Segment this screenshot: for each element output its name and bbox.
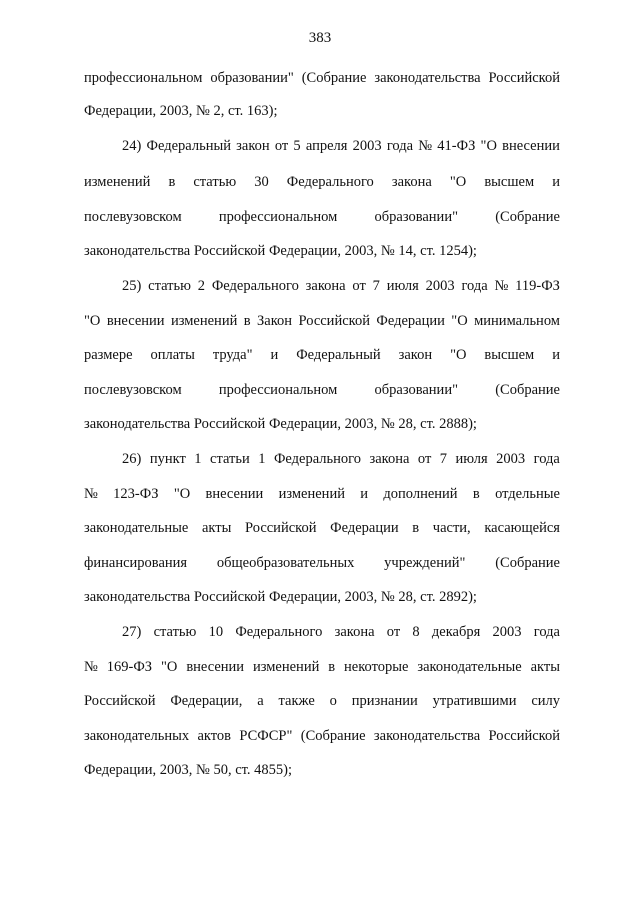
word: также xyxy=(278,693,315,709)
word: 25) xyxy=(122,278,142,294)
word: 1 xyxy=(258,451,266,467)
word: 41-ФЗ xyxy=(437,138,476,154)
word: внесении xyxy=(186,659,245,675)
word: о xyxy=(329,693,337,709)
word: статью xyxy=(193,174,237,190)
text-line-8 xyxy=(84,311,560,331)
word: Федеральный xyxy=(146,138,231,154)
text-line-11: законодательства Российской Федерации, 2003, № 28, ст. 2888); xyxy=(84,416,477,432)
word: (Собрание xyxy=(495,209,560,225)
text-line-18 xyxy=(84,657,560,677)
word: учреждений" xyxy=(384,555,466,571)
word: закона xyxy=(305,278,346,294)
word: акты xyxy=(201,520,232,536)
word: пункт xyxy=(149,451,186,467)
word: дополнений xyxy=(383,486,458,502)
word: "О xyxy=(173,486,191,502)
word: 119-ФЗ xyxy=(515,278,560,294)
word: от xyxy=(417,451,432,467)
text-line-21: Федерации, 2003, № 50, ст. 4855); xyxy=(84,762,292,778)
word: 2003 xyxy=(352,138,382,154)
word: от xyxy=(274,138,289,154)
word: законодательства xyxy=(374,70,481,86)
text-line-15 xyxy=(84,553,560,573)
word: года xyxy=(461,278,488,294)
text-line-4 xyxy=(84,172,560,192)
word: Федерации, xyxy=(170,693,243,709)
word: финансирования xyxy=(84,555,188,571)
word: (Собрание xyxy=(495,382,560,398)
word: года xyxy=(533,451,560,467)
word: 7 xyxy=(439,451,448,467)
word: от xyxy=(352,278,366,294)
word: Российской xyxy=(84,693,156,709)
word: минимальном xyxy=(474,313,560,329)
word: от xyxy=(386,624,401,640)
word: в xyxy=(243,313,251,329)
text-line-6: законодательства Российской Федерации, 2003, № 14, ст. 1254); xyxy=(84,243,477,259)
text-line-17 xyxy=(122,622,560,642)
text-line-19 xyxy=(84,691,560,711)
word: отдельные xyxy=(495,486,560,502)
word: изменений xyxy=(252,659,320,675)
word: в xyxy=(412,520,420,536)
word: признании xyxy=(351,693,418,709)
word: Федерального xyxy=(286,174,374,190)
word: 1 xyxy=(194,451,202,467)
word: Федеральный xyxy=(296,347,381,363)
word: 26) xyxy=(122,451,142,467)
word: 27) xyxy=(122,624,142,640)
word: 24) xyxy=(122,138,142,154)
word: акты xyxy=(530,659,560,675)
word: закон xyxy=(236,138,270,154)
page-number: 383 xyxy=(308,30,332,46)
word: РСФСР" xyxy=(239,728,293,744)
word: 5 xyxy=(293,138,301,154)
word: Российской xyxy=(488,728,560,744)
word: Российской xyxy=(245,520,317,536)
word: профессиональном xyxy=(218,209,338,225)
word: "О xyxy=(449,174,467,190)
word: 2003 xyxy=(496,451,526,467)
text-line-14 xyxy=(84,518,560,538)
word: "О xyxy=(84,313,101,329)
word: закона xyxy=(334,624,375,640)
word: июля xyxy=(455,451,488,467)
word: 123-ФЗ xyxy=(113,486,159,502)
word: а xyxy=(257,693,264,709)
text-line-12 xyxy=(122,449,560,469)
word: (Собрание xyxy=(301,70,367,86)
word: № xyxy=(418,138,433,154)
text-line-1 xyxy=(84,68,560,88)
text-line-20 xyxy=(84,726,560,746)
word: "О xyxy=(480,138,497,154)
word: высшем xyxy=(484,347,535,363)
word: изменений xyxy=(278,486,345,502)
word: законодательные xyxy=(417,659,522,675)
word: 10 xyxy=(208,624,224,640)
word: (Собрание xyxy=(495,555,560,571)
word: Федерации xyxy=(330,520,399,536)
word: профессиональном xyxy=(218,382,338,398)
word: 169-ФЗ xyxy=(106,659,153,675)
word: Российской xyxy=(488,70,560,86)
word: касающейся xyxy=(484,520,560,536)
word: утратившими xyxy=(432,693,517,709)
word: изменений xyxy=(170,313,238,329)
word: актов xyxy=(197,728,232,744)
word: 2003 xyxy=(492,624,522,640)
word: силу xyxy=(531,693,560,709)
word: 2 xyxy=(197,278,206,294)
word: "О xyxy=(161,659,178,675)
word: образовании" xyxy=(210,70,294,86)
word: Федерации xyxy=(376,313,445,329)
word: закона xyxy=(391,174,432,190)
word: в xyxy=(168,174,176,190)
word: статью xyxy=(148,278,191,294)
text-line-5 xyxy=(84,207,560,227)
word: Федерального xyxy=(273,451,361,467)
word: образовании" xyxy=(374,382,458,398)
text-line-10 xyxy=(84,380,560,400)
word: июля xyxy=(386,278,419,294)
word: 8 xyxy=(412,624,420,640)
word: в xyxy=(472,486,480,502)
word: внесении xyxy=(502,138,560,154)
word: профессиональном xyxy=(84,70,203,86)
word: закона xyxy=(369,451,410,467)
word: законодательных xyxy=(84,728,190,744)
word: оплаты xyxy=(150,347,195,363)
word: размере xyxy=(84,347,133,363)
word: и xyxy=(552,174,560,190)
word: статью xyxy=(153,624,197,640)
word: внесении xyxy=(205,486,264,502)
word: Закон xyxy=(257,313,293,329)
text-line-9 xyxy=(84,345,560,365)
word: апреля xyxy=(305,138,348,154)
text-line-16: законодательства Российской Федерации, 2003, № 28, ст. 2892); xyxy=(84,589,477,605)
word: закон xyxy=(398,347,433,363)
word: некоторые xyxy=(344,659,409,675)
word: послевузовском xyxy=(84,382,182,398)
text-line-3 xyxy=(122,136,560,156)
word: труда" xyxy=(212,347,253,363)
word: Федерального xyxy=(211,278,299,294)
word: 7 xyxy=(372,278,380,294)
text-line-7 xyxy=(122,276,560,296)
word: № xyxy=(84,486,98,502)
word: части, xyxy=(432,520,471,536)
word: общеобразовательных xyxy=(216,555,355,571)
word: высшем xyxy=(484,174,535,190)
word: 30 xyxy=(254,174,269,190)
word: изменений xyxy=(84,174,151,190)
word: № xyxy=(84,659,98,675)
word: "О xyxy=(450,347,467,363)
word: послевузовском xyxy=(84,209,182,225)
word: законодательные xyxy=(84,520,189,536)
word: декабря xyxy=(431,624,481,640)
word: образовании" xyxy=(374,209,458,225)
word: в xyxy=(328,659,336,675)
text-line-13 xyxy=(84,484,560,504)
word: и xyxy=(552,347,560,363)
word: статьи xyxy=(210,451,250,467)
word: и xyxy=(270,347,279,363)
word: 2003 xyxy=(425,278,455,294)
text-line-2: Федерации, 2003, № 2, ст. 163); xyxy=(84,103,278,119)
word: "О xyxy=(451,313,468,329)
word: года xyxy=(386,138,414,154)
word: Федерального xyxy=(235,624,323,640)
word: внесении xyxy=(106,313,165,329)
word: № xyxy=(494,278,509,294)
word: Российской xyxy=(298,313,370,329)
word: и xyxy=(360,486,369,502)
word: законодательства xyxy=(373,728,481,744)
word: (Собрание xyxy=(300,728,366,744)
word: года xyxy=(533,624,560,640)
